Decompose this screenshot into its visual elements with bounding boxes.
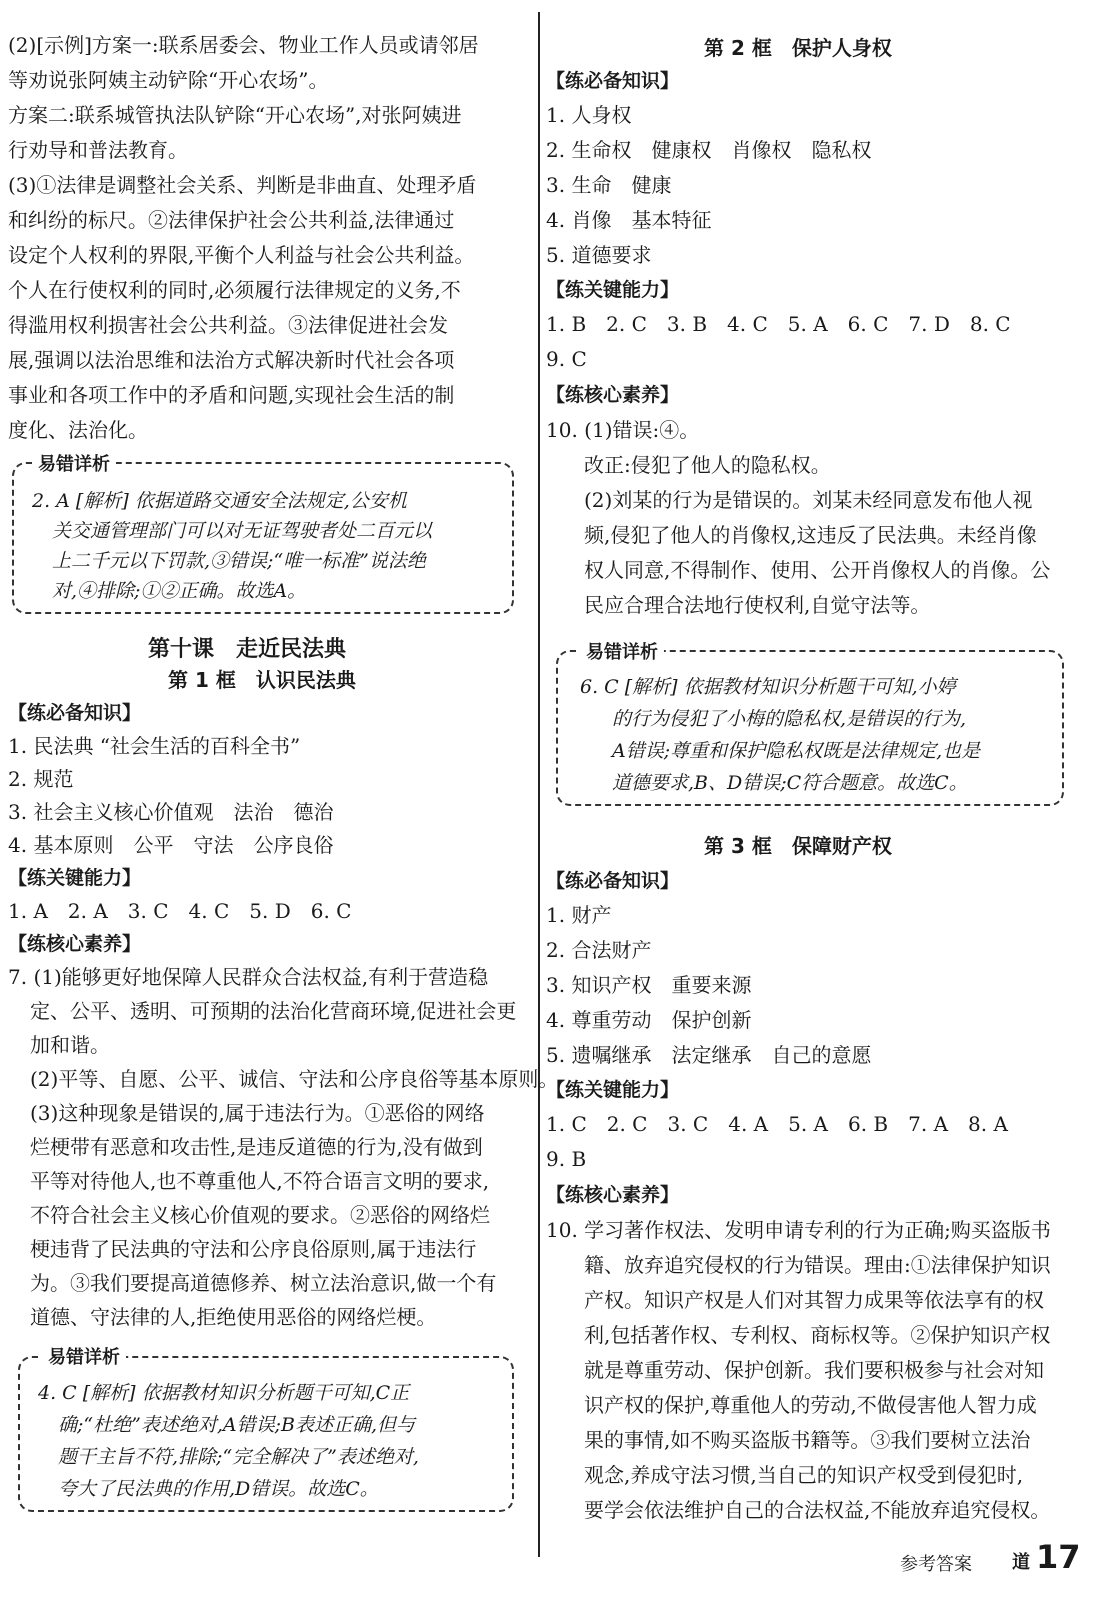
answer-line: 改正:侵犯了他人的隐私权。 xyxy=(584,453,831,477)
error-analysis-label: 易错详析 xyxy=(580,638,664,664)
error-analysis-label: 易错详析 xyxy=(32,450,116,476)
answer-line: 5. 道德要求 xyxy=(546,243,652,267)
answer-line: 和纠纷的标尺。②法律保护社会公共利益,法律通过 xyxy=(8,208,455,232)
section-heading: 【练核心素养】 xyxy=(546,384,680,406)
error-analysis-line: 道德要求,B、D错误;C符合题意。故选C。 xyxy=(612,772,968,794)
answer-line: 2. 规范 xyxy=(8,767,74,791)
answer-line: 要学会依法维护自己的合法权益,不能放弃追究侵权。 xyxy=(584,1498,1051,1522)
answer-line: 频,侵犯了他人的肖像权,这违反了民法典。未经肖像 xyxy=(584,523,1037,547)
answer-line: 籍、放弃追究侵权的行为错误。理由:①法律保护知识 xyxy=(584,1253,1051,1277)
error-analysis-line: 题干主旨不符,排除;“完全解决了”表述绝对, xyxy=(58,1446,419,1468)
answer-line: 1. B 2. C 3. B 4. C 5. A 6. C 7. D 8. C xyxy=(546,312,1011,336)
error-analysis-line: 对,④排除;①②正确。故选A。 xyxy=(52,580,307,602)
error-analysis-line: 夸大了民法典的作用,D错误。故选C。 xyxy=(58,1478,379,1500)
answer-line: 利,包括著作权、专利权、商标权等。②保护知识产权 xyxy=(584,1323,1051,1347)
answer-line: 为。③我们要提高道德修养、树立法治意识,做一个有 xyxy=(30,1271,497,1295)
frame-title: 第 2 框 保护人身权 xyxy=(704,36,892,60)
column-divider xyxy=(538,12,540,1557)
answer-line: 得滥用权利损害社会公共利益。③法律促进社会发 xyxy=(8,313,448,337)
section-heading: 【练必备知识】 xyxy=(546,70,680,92)
answer-line: 1. 人身权 xyxy=(546,103,632,127)
answer-line: 3. 社会主义核心价值观 法治 德治 xyxy=(8,800,334,824)
section-heading: 【练必备知识】 xyxy=(8,702,142,724)
answer-line: 1. 财产 xyxy=(546,903,612,927)
answer-line: 9. B xyxy=(546,1147,587,1171)
answer-line: 1. A 2. A 3. C 4. C 5. D 6. C xyxy=(8,899,352,923)
answer-line: 定、公平、透明、可预期的法治化营商环境,促进社会更 xyxy=(30,999,517,1023)
error-analysis-line: 确;“杜绝”表述绝对,A错误;B表述正确,但与 xyxy=(58,1414,415,1436)
answer-line: 平等对待他人,也不尊重他人,不符合语言文明的要求, xyxy=(30,1169,490,1193)
answer-line: 1. 民法典 “社会生活的百科全书” xyxy=(8,734,301,758)
section-heading: 【练核心素养】 xyxy=(8,933,142,955)
answer-line: 4. 肖像 基本特征 xyxy=(546,208,712,232)
answer-line: 产权。知识产权是人们对其智力成果等依法享有的权 xyxy=(584,1288,1044,1312)
section-heading: 【练核心素养】 xyxy=(546,1184,680,1206)
section-heading: 【练关键能力】 xyxy=(546,1079,680,1101)
footer-label: 参考答案 xyxy=(900,1554,972,1575)
answer-line: 观念,养成守法习惯,当自己的知识产权受到侵犯时, xyxy=(584,1463,1024,1487)
answer-line: 4. 尊重劳动 保护创新 xyxy=(546,1008,752,1032)
answer-line: 设定个人权利的界限,平衡个人利益与社会公共利益。 xyxy=(8,243,475,267)
frame-title: 第 1 框 认识民法典 xyxy=(168,668,356,692)
answer-line: (2)刘某的行为是错误的。刘某未经同意发布他人视 xyxy=(584,488,1033,512)
answer-line: 民应合理合法地行使权利,自觉守法等。 xyxy=(584,593,931,617)
answer-line: 2. 合法财产 xyxy=(546,938,652,962)
answer-line: 10. 学习著作权法、发明申请专利的行为正确;购买盗版书 xyxy=(546,1218,1051,1242)
answer-line: 方案二:联系城管执法队铲除“开心农场”,对张阿姨进 xyxy=(8,103,462,127)
error-analysis-line: 关交通管理部门可以对无证驾驶者处二百元以 xyxy=(52,520,433,542)
answer-line: 3. 生命 健康 xyxy=(546,173,672,197)
section-heading: 【练关键能力】 xyxy=(546,279,680,301)
answer-line: 7. (1)能够更好地保障人民群众合法权益,有利于营造稳 xyxy=(8,965,489,989)
answer-line: 等劝说张阿姨主动铲除“开心农场”。 xyxy=(8,68,329,92)
answer-line: (3)①法律是调整社会关系、判断是非曲直、处理矛盾 xyxy=(8,173,477,197)
answer-line: 2. 生命权 健康权 肖像权 隐私权 xyxy=(546,138,872,162)
answer-line: 展,强调以法治思维和法治方式解决新时代社会各项 xyxy=(8,348,455,372)
answer-line: 加和谐。 xyxy=(30,1033,110,1057)
error-analysis-line: 2. A [解析] 依据道路交通安全法规定,公安机 xyxy=(32,490,407,512)
section-heading: 【练关键能力】 xyxy=(8,867,142,889)
answer-line: (3)这种现象是错误的,属于违法行为。①恶俗的网络 xyxy=(30,1101,485,1125)
section-heading: 【练必备知识】 xyxy=(546,870,680,892)
answer-line: 4. 基本原则 公平 守法 公序良俗 xyxy=(8,833,334,857)
error-analysis-line: 6. C [解析] 依据教材知识分析题干可知,小婷 xyxy=(580,676,956,698)
answer-line: 10. (1)错误:④。 xyxy=(546,418,700,442)
frame-title: 第 3 框 保障财产权 xyxy=(704,834,892,858)
answer-line: 行劝导和普法教育。 xyxy=(8,138,188,162)
answer-line: 不符合社会主义核心价值观的要求。②恶俗的网络烂 xyxy=(30,1203,490,1227)
answer-line: 梗违背了民法典的守法和公序良俗原则,属于违法行 xyxy=(30,1237,477,1261)
answer-line: 个人在行使权利的同时,必须履行法律规定的义务,不 xyxy=(8,278,461,302)
error-analysis-line: 的行为侵犯了小梅的隐私权,是错误的行为, xyxy=(612,708,967,730)
error-analysis-line: 上二千元以下罚款,③错误;“唯一标准”说法绝 xyxy=(52,550,426,572)
error-analysis-line: A错误;尊重和保护隐私权既是法律规定,也是 xyxy=(612,740,981,762)
answer-line: 9. C xyxy=(546,347,587,371)
answer-line: 道德、守法律的人,拒绝使用恶俗的网络烂梗。 xyxy=(30,1305,437,1329)
answer-line: 识产权的保护,尊重他人的劳动,不做侵害他人智力成 xyxy=(584,1393,1037,1417)
error-analysis-line: 4. C [解析] 依据教材知识分析题干可知,C正 xyxy=(38,1382,410,1404)
page-number: 17 xyxy=(1036,1538,1081,1576)
answer-line: 果的事情,如不购买盗版书籍等。③我们要树立法治 xyxy=(584,1428,1031,1452)
error-analysis-label: 易错详析 xyxy=(42,1343,126,1369)
answer-line: (2)[示例]方案一:联系居委会、物业工作人员或请邻居 xyxy=(8,33,479,57)
answer-line: 就是尊重劳动、保护创新。我们要积极参与社会对知 xyxy=(584,1358,1044,1382)
answer-line: 度化、法治化。 xyxy=(8,418,148,442)
answer-line: 事业和各项工作中的矛盾和问题,实现社会生活的制 xyxy=(8,383,455,407)
answer-line: 1. C 2. C 3. C 4. A 5. A 6. B 7. A 8. A xyxy=(546,1112,1008,1136)
answer-line: 5. 遗嘱继承 法定继承 自己的意愿 xyxy=(546,1043,872,1067)
answer-line: 烂梗带有恶意和攻击性,是违反道德的行为,没有做到 xyxy=(30,1135,483,1159)
answer-line: 3. 知识产权 重要来源 xyxy=(546,973,752,997)
lesson-title: 第十课 走近民法典 xyxy=(148,637,347,662)
answer-line: 权人同意,不得制作、使用、公开肖像权人的肖像。公 xyxy=(584,558,1051,582)
answer-line: (2)平等、自愿、公平、诚信、守法和公序良俗等基本原则。 xyxy=(30,1067,559,1091)
footer-code: 道 xyxy=(1012,1552,1030,1573)
